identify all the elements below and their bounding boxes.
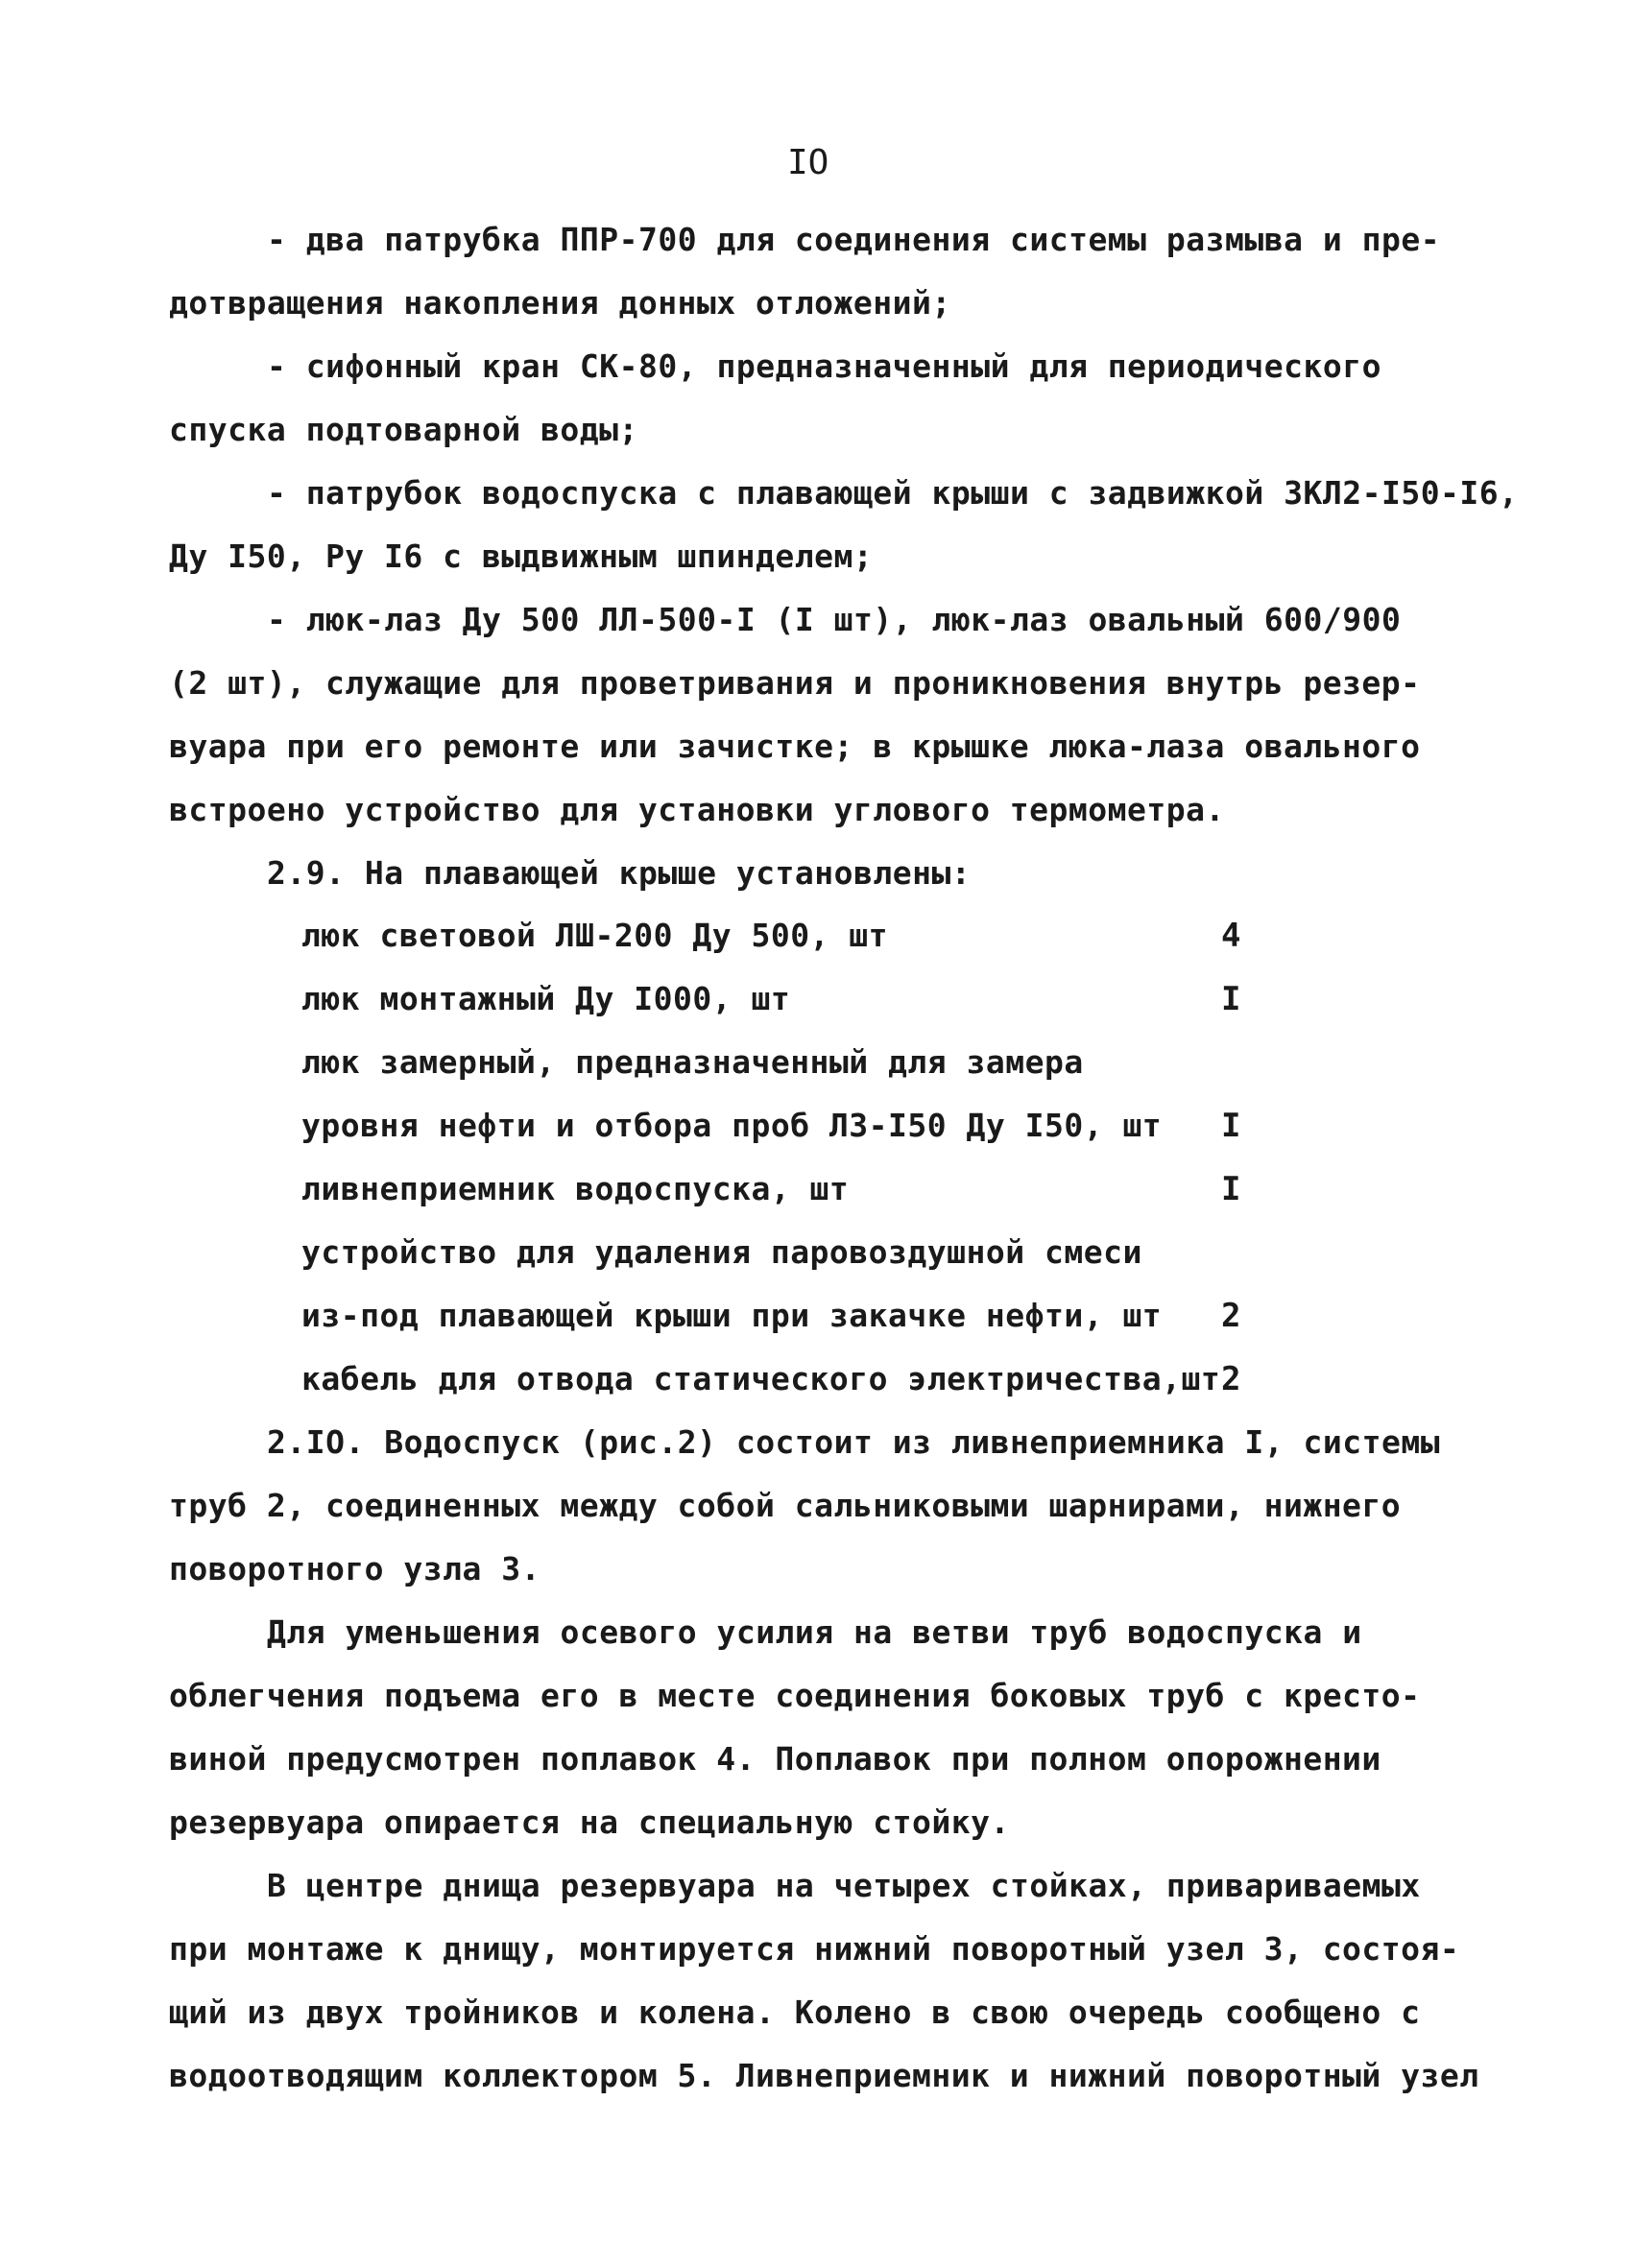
text-line: резервуара опирается на специальную стойку. — [169, 1803, 1010, 1841]
text-line: труб 2, соединенных между собой сальниковыми шарнирами, нижнего — [169, 1487, 1402, 1524]
text-line: Ду I50, Ру I6 с выдвижным шпинделем; — [169, 537, 874, 575]
text-line: поворотного узла 3. — [169, 1550, 540, 1588]
equipment-item-label: уровня нефти и отбора проб ЛЗ-I50 Ду I50, шт — [301, 1107, 1163, 1144]
text-line: виной предусмотрен поплавок 4. Поплавок при полном опорожнении — [169, 1740, 1381, 1778]
equipment-item-label: устройство для удаления паровоздушной смеси — [301, 1233, 1142, 1271]
text-line: (2 шт), служащие для проветривания и проникновения внутрь резер- — [169, 664, 1421, 702]
text-line: спуска подтоварной воды; — [169, 411, 638, 448]
equipment-item-label: люк монтажный Ду I000, шт — [301, 980, 791, 1017]
equipment-item-qty: I — [1221, 1107, 1241, 1145]
equipment-item-qty: 2 — [1221, 1297, 1241, 1335]
equipment-item-qty: 2 — [1221, 1360, 1241, 1398]
equipment-item-label: из-под плавающей крыши при закачке нефти, шт — [301, 1297, 1163, 1334]
equipment-item-label: люк замерный, предназначенный для замера — [301, 1043, 1084, 1081]
text-line: - люк-лаз Ду 500 ЛЛ-500-I (I шт), люк-лаз овальный 600/900 — [267, 601, 1402, 638]
text-line: водоотводящим коллектором 5. Ливнеприемник и нижний поворотный узел — [169, 2057, 1479, 2094]
text-line: - два патрубка ППР-700 для соединения системы размыва и пре- — [267, 221, 1441, 258]
text-line: - патрубок водоспуска с плавающей крыши с задвижкой ЗКЛ2-I50-I6, — [267, 474, 1519, 512]
section-heading: 2.9. На плавающей крыше установлены: — [267, 854, 972, 892]
text-line: дотвращения накопления донных отложений; — [169, 284, 951, 322]
text-line: при монтаже к днищу, монтируется нижний поворотный узел 3, состоя- — [169, 1930, 1460, 1968]
equipment-item-label: люк световой ЛШ-200 Ду 500, шт — [301, 917, 889, 954]
text-line: В центре днища резервуара на четырех стойках, привариваемых — [267, 1867, 1421, 1904]
text-line: щий из двух тройников и колена. Колено в свою очередь сообщено с — [169, 1993, 1421, 2031]
text-line: встроено устройство для установки углового термометра. — [169, 791, 1225, 828]
equipment-item-label: кабель для отвода статического электричества,шт — [301, 1360, 1221, 1397]
equipment-item-label: ливнеприемник водоспуска, шт — [301, 1170, 850, 1207]
text-line: облегчения подъема его в месте соединения боковых труб с кресто- — [169, 1677, 1421, 1714]
page-number: IO — [787, 143, 829, 182]
text-line: 2.IO. Водоспуск (рис.2) состоит из ливнеприемника I, системы — [267, 1423, 1441, 1461]
text-line: Для уменьшения осевого усилия на ветви труб водоспуска и — [267, 1613, 1362, 1651]
equipment-item-qty: I — [1221, 1170, 1241, 1208]
text-line: вуара при его ремонте или зачистке; в крышке люка-лаза овального — [169, 728, 1421, 765]
equipment-item-qty: I — [1221, 980, 1241, 1018]
text-line: - сифонный кран СК-80, предназначенный для периодического — [267, 347, 1381, 385]
equipment-item-qty: 4 — [1221, 917, 1241, 955]
